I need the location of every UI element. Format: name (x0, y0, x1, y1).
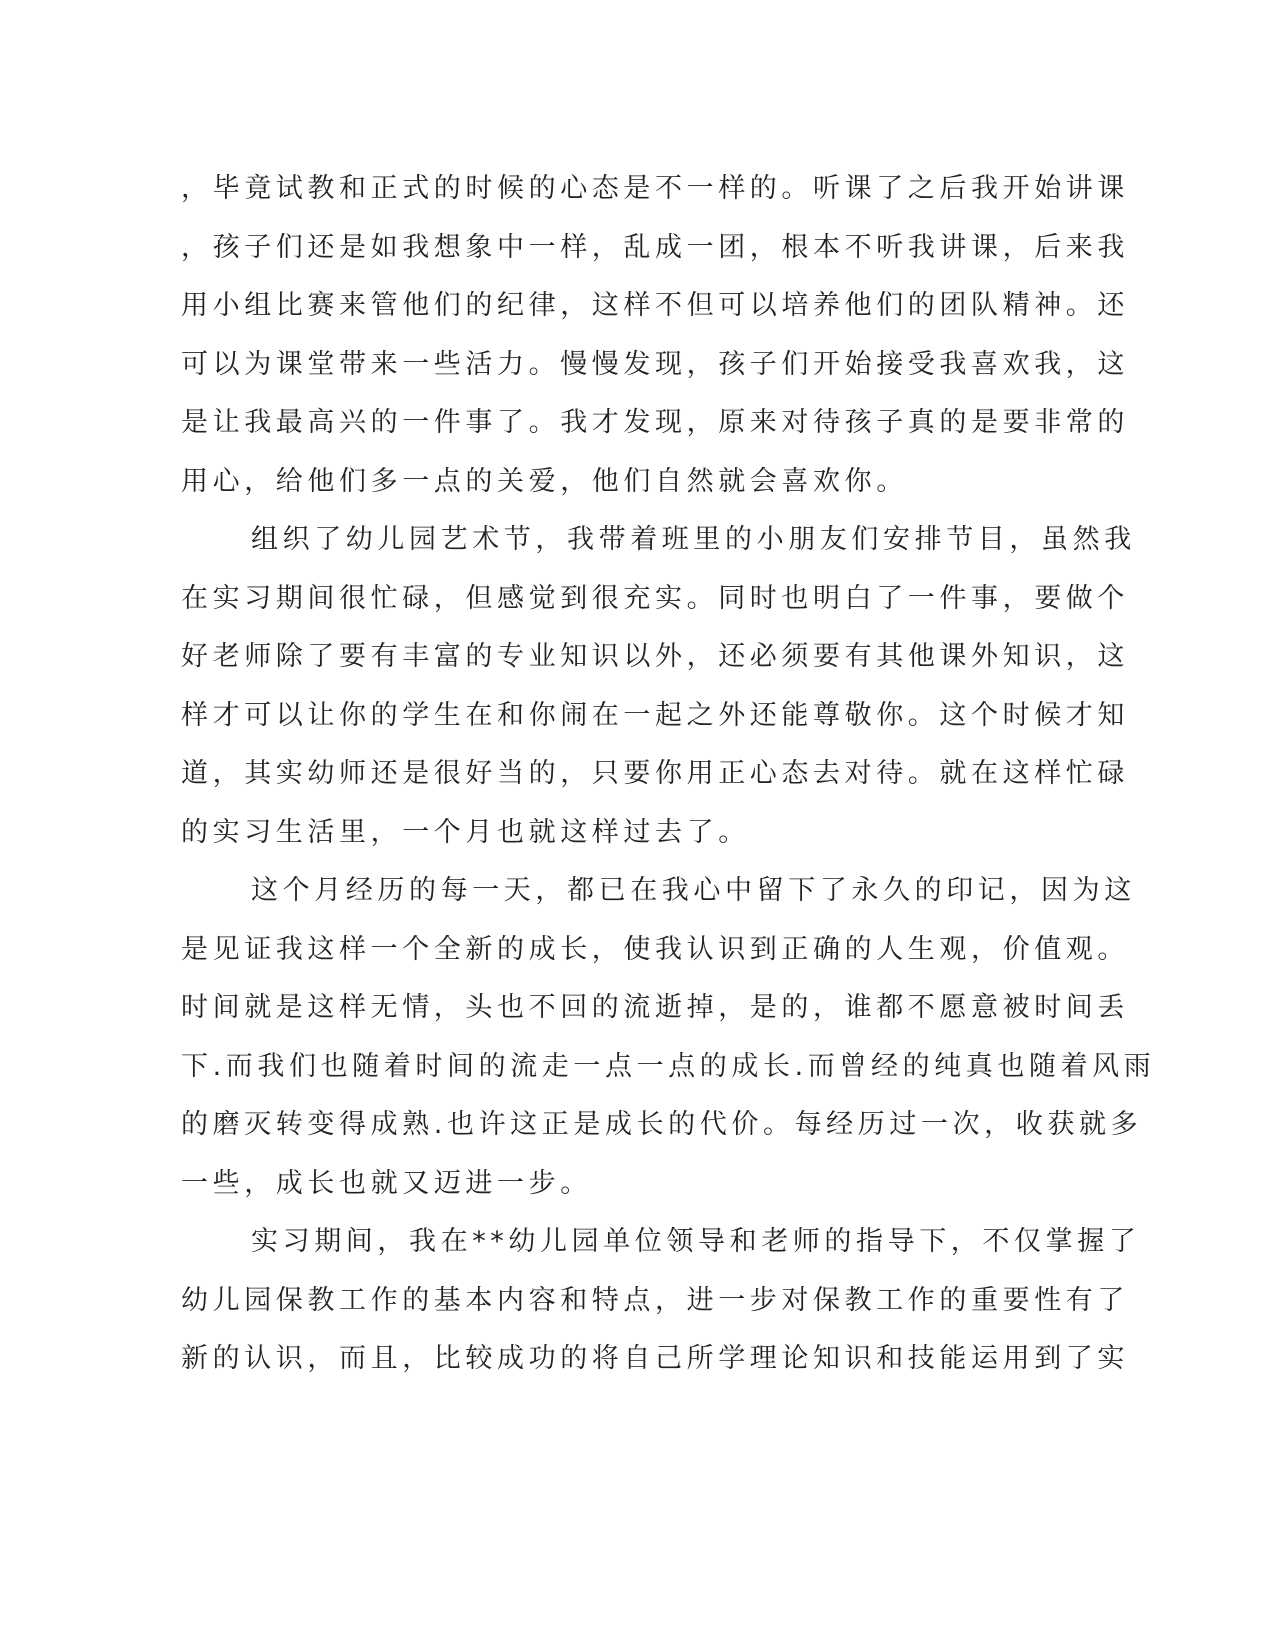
paragraph-first-line: 实习期间，我在**幼儿园单位领导和老师的指导下，不仅掌握了 (251, 1226, 1141, 1257)
text-line: ，毕竟试教和正式的时候的心态是不一样的。听课了之后我开始讲课 (181, 173, 1129, 204)
text-line: 下.而我们也随着时间的流走一点一点的成长.而曾经的纯真也随着风雨 (181, 1050, 1156, 1082)
text-line: 用心，给他们多一点的关爱，他们自然就会喜欢你。 (181, 465, 908, 497)
text-line: 是让我最高兴的一件事了。我才发现，原来对待孩子真的是要非常的 (181, 407, 1129, 438)
text-line: 好老师除了要有丰富的专业知识以外，还必须要有其他课外知识，这 (181, 641, 1129, 672)
text-line: 的实习生活里，一个月也就这样过去了。 (181, 816, 750, 848)
text-line: 新的认识，而且，比较成功的将自己所学理论知识和技能运用到了实 (181, 1343, 1129, 1374)
text-line: ，孩子们还是如我想象中一样，乱成一团，根本不听我讲课，后来我 (181, 231, 1129, 263)
text-line: 时间就是这样无情，头也不回的流逝掉，是的，谁都不愿意被时间丢 (181, 992, 1129, 1023)
text-line: 可以为课堂带来一些活力。慢慢发现，孩子们开始接受我喜欢我，这 (181, 348, 1129, 380)
text-line: 用小组比赛来管他们的纪律，这样不但可以培养他们的团队精神。还 (181, 290, 1129, 321)
text-line: 的磨灭转变得成熟.也许这正是成长的代价。每经历过一次，收获就多 (181, 1109, 1143, 1140)
text-line: 一些，成长也就又迈进一步。 (181, 1167, 592, 1199)
body-text (181, 160, 1156, 1389)
text-line: 样才可以让你的学生在和你闹在一起之外还能尊敬你。这个时候才知 (181, 699, 1129, 731)
text-line: 在实习期间很忙碌，但感觉到很充实。同时也明白了一件事，要做个 (181, 582, 1129, 614)
text-line: 是见证我这样一个全新的成长，使我认识到正确的人生观，价值观。 (181, 933, 1129, 965)
paragraph-first-line: 组织了幼儿园艺术节，我带着班里的小朋友们安排节目，虽然我 (251, 524, 1136, 555)
text-line: 幼儿园保教工作的基本内容和特点，进一步对保教工作的重要性有了 (181, 1284, 1129, 1316)
paragraph-first-line: 这个月经历的每一天，都已在我心中留下了永久的印记，因为这 (251, 875, 1136, 906)
text-line: 道，其实幼师还是很好当的，只要你用正心态去对待。就在这样忙碌 (181, 758, 1129, 789)
